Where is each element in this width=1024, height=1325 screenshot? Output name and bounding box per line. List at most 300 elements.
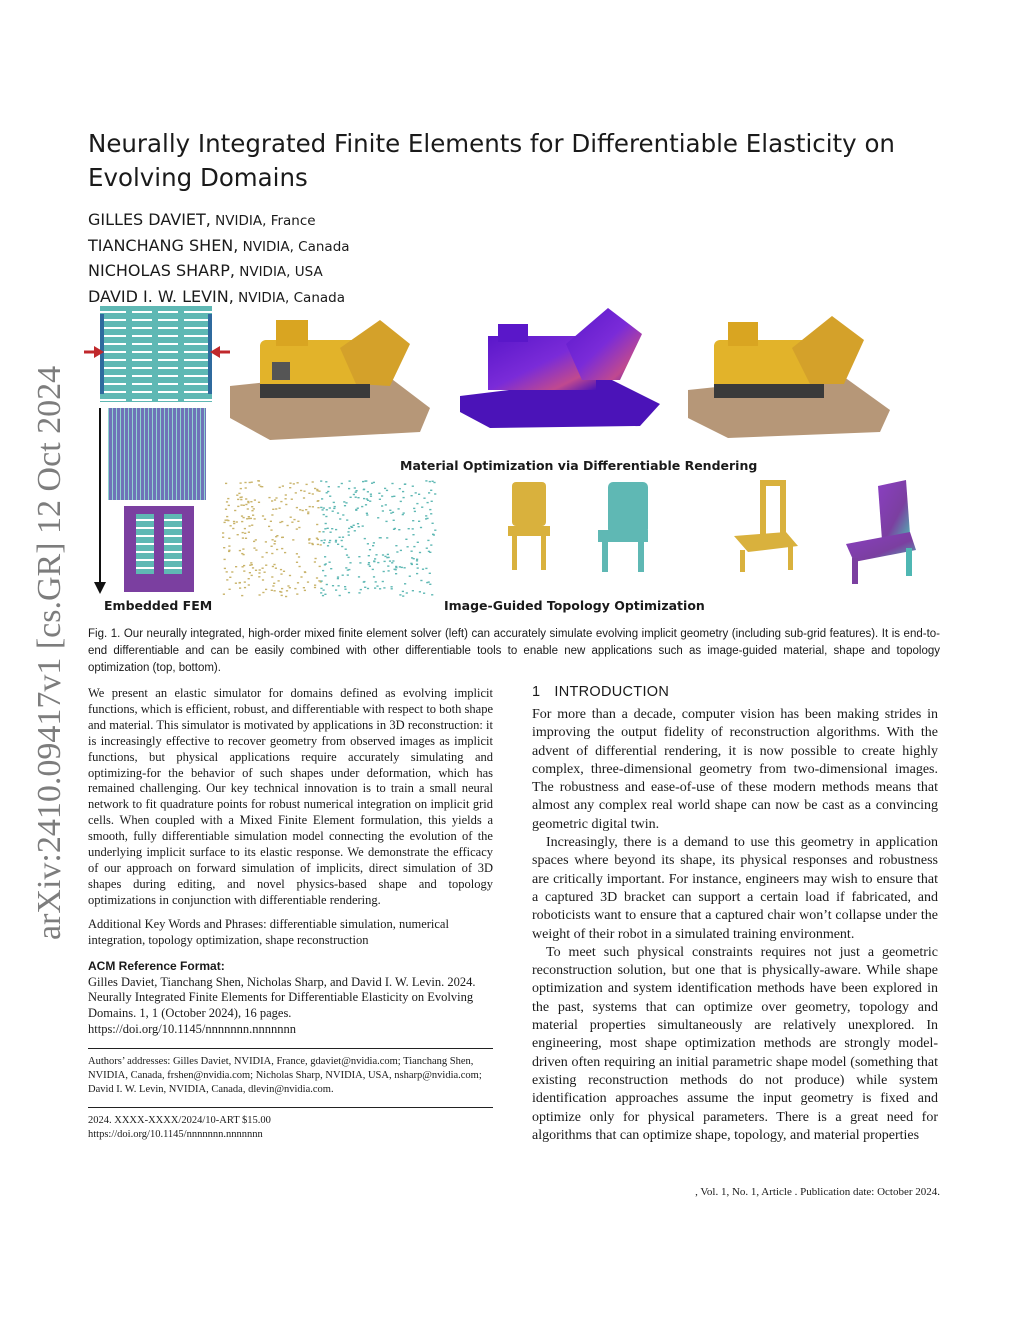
particle — [286, 590, 288, 591]
particle — [353, 494, 355, 495]
particle — [297, 521, 299, 522]
figure-caption: Fig. 1. Our neurally integrated, high-order mixed finite element solver (left) can accurately simulate evolving implicit geometry (including sub-grid features). It is end-to-end differentiable and can be easily combined with other differentiable tools to enable new applications such as image-guided material, shape and topology optimization (top, bottom). — [88, 628, 940, 674]
particle — [264, 519, 266, 520]
particle — [239, 582, 241, 583]
particle — [339, 595, 341, 596]
particle — [335, 540, 337, 541]
particle — [366, 498, 368, 499]
particle — [324, 539, 326, 540]
particle — [386, 557, 388, 558]
particle — [332, 585, 334, 586]
particle — [342, 537, 344, 538]
particle — [350, 497, 352, 498]
particle — [420, 527, 422, 528]
particle — [415, 492, 417, 493]
particle — [254, 499, 256, 500]
particle — [322, 570, 324, 571]
chair-optimized-purple — [846, 480, 916, 584]
particle — [228, 505, 230, 506]
particle — [366, 514, 368, 515]
page-footer: , Vol. 1, No. 1, Article . Publication date: October 2024. — [695, 1186, 940, 1198]
particle — [375, 554, 377, 555]
particle — [330, 568, 332, 569]
particle — [353, 525, 355, 526]
label-material-optimization: Material Optimization via Differentiable Rendering — [400, 458, 758, 473]
particle — [248, 584, 250, 585]
particle — [433, 482, 435, 483]
particle — [272, 539, 274, 540]
particle — [398, 508, 400, 509]
particle — [322, 531, 324, 532]
particle — [374, 587, 376, 588]
particle — [296, 593, 298, 594]
particle — [255, 539, 257, 540]
particle — [434, 530, 436, 531]
particle — [423, 498, 425, 499]
particle — [250, 501, 252, 502]
particle — [268, 526, 270, 527]
particle — [303, 587, 305, 588]
particle — [283, 571, 285, 572]
particle — [247, 501, 249, 502]
particle — [227, 498, 229, 499]
particle — [325, 516, 327, 517]
particle — [278, 580, 280, 581]
acm-reference-text: Gilles Daviet, Tianchang Shen, Nicholas Sharp, and David I. W. Levin. 2024. Neurally Integrated Finite Elements for Differentiable Elasticity on Evolving Domains. 1, 1 (October 2024), 16 pages. https://doi.org/10.1145/nnnnnnn.nnnnnnn — [88, 974, 476, 1037]
particle — [331, 528, 333, 529]
particle — [243, 505, 245, 506]
particle — [244, 533, 246, 534]
particle — [268, 497, 270, 498]
divider — [88, 1107, 493, 1108]
particle — [285, 596, 287, 597]
particle — [345, 549, 347, 550]
particle — [369, 549, 371, 550]
particle — [305, 509, 307, 510]
particle — [272, 566, 274, 567]
particle — [321, 540, 323, 541]
particle — [271, 546, 273, 547]
particle — [245, 498, 247, 499]
particle — [258, 484, 260, 485]
particle — [296, 507, 298, 508]
particle — [237, 506, 239, 507]
particle — [272, 585, 274, 586]
particle — [410, 563, 412, 564]
particle — [323, 589, 325, 590]
particle — [328, 486, 330, 487]
particle — [289, 483, 291, 484]
particle — [249, 572, 251, 573]
particle — [306, 484, 308, 485]
abstract: We present an elastic simulator for domains defined as evolving implicit functions, which is efficient, robust, and differentiable with respect to both shape and material. This simulator is motivated by applications in 3D reconstruction: it is increasingly effective to recover geometry from observed images as implicit functions, but physical applications require accurately simulating and optimizing-for the behavior of such shapes under deformation, which has remained challenging. Our key technical innovation is to train a small neural network to fit quadrature points for robust numerical integration on implicit grid cells. When coupled with a Mixed Finite Element formulation, this yields a smooth, fully differentiable simulation model connecting the evolution of the underlying implicit surface to its elastic response. We demonstrate the efficacy of our approach on forward simulation of implicits, direct simulation of 3D shapes during editing, and novel physics-based shape and topology optimizations in conjunction with differentiable rendering. — [88, 686, 493, 907]
particle — [388, 570, 390, 571]
particle — [382, 510, 384, 511]
author-addresses: Authors’ addresses: Gilles Daviet, NVIDIA, France, gdaviet@nvidia.com; Tianchang Shen, NVIDIA, Canada, frshen@nvidia.com; Nicholas Sharp, NVIDIA, USA, nsharp@nvidia.com; David I. W. Levin, NVIDIA, Canada, dlevin@nvidia.com. — [88, 1056, 482, 1096]
particle — [241, 521, 243, 522]
keywords: Additional Key Words and Phrases: differentiable simulation, numerical integration, topology optimization, shape reconstruction — [88, 916, 449, 947]
particle — [349, 562, 351, 563]
particle — [391, 483, 393, 484]
particle — [240, 497, 242, 498]
particle — [324, 575, 326, 576]
particle — [252, 515, 254, 516]
chair-topology-teal — [598, 482, 648, 572]
particle — [242, 566, 244, 567]
particle — [241, 515, 243, 516]
particle — [395, 573, 397, 574]
particle — [402, 491, 404, 492]
particle — [280, 501, 282, 502]
particle — [325, 481, 327, 482]
particle — [365, 504, 367, 505]
particle — [364, 480, 366, 481]
particle — [279, 508, 281, 509]
particle — [413, 546, 415, 547]
particle — [427, 502, 429, 503]
particle — [381, 495, 383, 496]
particle — [311, 543, 313, 544]
label-topology-optimization: Image-Guided Topology Optimization — [444, 598, 705, 613]
particle — [361, 506, 363, 507]
author-affiliation: NVIDIA, Canada — [233, 289, 345, 306]
particle — [320, 592, 322, 593]
author-name: GILLES DAVIET, — [88, 210, 211, 229]
particle — [235, 566, 237, 567]
particle — [342, 514, 344, 515]
particle — [355, 497, 357, 498]
particle — [258, 480, 260, 481]
particle — [426, 548, 428, 549]
particle — [398, 529, 400, 530]
particle — [373, 560, 375, 561]
particle — [235, 583, 237, 584]
particle — [321, 498, 323, 499]
particle — [386, 490, 388, 491]
bulldozer-original-render — [230, 320, 430, 440]
particle — [362, 481, 364, 482]
particle — [399, 566, 401, 567]
particle — [241, 553, 243, 554]
particle — [316, 577, 318, 578]
particle — [348, 557, 350, 558]
particle — [393, 529, 395, 530]
particle — [274, 590, 276, 591]
particle — [404, 583, 406, 584]
particle — [246, 518, 248, 519]
particle — [274, 541, 276, 542]
particle — [360, 589, 362, 590]
particle — [372, 545, 374, 546]
particle — [316, 524, 318, 525]
particle — [416, 559, 418, 560]
left-column — [88, 686, 493, 1142]
particle — [229, 589, 231, 590]
particle — [393, 520, 395, 521]
particle — [348, 534, 350, 535]
intro-paragraph: For more than a decade, computer vision has been making strides in improving the output fidelity of reconstruction algorithms. With the advent of differential rendering, it is now possible to create highly complex, three-dimensional geometry from two-dimensional images. The robustness and ease-of-use of these modern methods means that almost any complex real world shape can now be cast as a convincing geometric digital twin. — [532, 707, 938, 832]
particle — [298, 527, 300, 528]
particle — [251, 525, 253, 526]
particle — [240, 504, 242, 505]
particle — [425, 518, 427, 519]
particle — [400, 501, 402, 502]
particle — [392, 560, 394, 561]
particle — [275, 508, 277, 509]
particle — [228, 538, 230, 539]
particle — [251, 506, 253, 507]
particle — [312, 481, 314, 482]
particle — [287, 585, 289, 586]
particle — [298, 556, 300, 557]
particle — [317, 501, 319, 502]
particle — [239, 550, 241, 551]
particle — [395, 569, 397, 570]
particle — [345, 502, 347, 503]
particle — [229, 577, 231, 578]
particle — [279, 487, 281, 488]
particle — [417, 542, 419, 543]
particle — [223, 547, 225, 548]
particle — [407, 546, 409, 547]
particle — [265, 541, 267, 542]
particle — [293, 483, 295, 484]
section-heading-introduction — [532, 684, 938, 700]
particle — [314, 585, 316, 586]
particle — [296, 528, 298, 529]
particle — [273, 564, 275, 565]
particle — [431, 594, 433, 595]
particle — [236, 521, 238, 522]
particle — [312, 493, 314, 494]
particle — [262, 592, 264, 593]
particle — [322, 509, 324, 510]
copyright-line: 2024. XXXX-XXXX/2024/10-ART $15.00 — [88, 1115, 271, 1127]
particle — [368, 555, 370, 556]
particle — [323, 514, 325, 515]
particle — [430, 490, 432, 491]
particle — [250, 562, 252, 563]
particle — [243, 565, 245, 566]
particle — [337, 578, 339, 579]
particle — [223, 594, 225, 595]
particle — [325, 563, 327, 564]
particle — [366, 513, 368, 514]
particle — [307, 513, 309, 514]
particle — [429, 481, 431, 482]
section-title: INTRODUCTION — [554, 684, 670, 700]
particle — [296, 553, 298, 554]
particle — [259, 594, 261, 595]
particle — [316, 489, 318, 490]
particle — [391, 562, 393, 563]
particle — [249, 525, 251, 526]
particle — [271, 514, 273, 515]
particle — [412, 486, 414, 487]
particle — [354, 530, 356, 531]
particle — [434, 493, 436, 494]
particle — [270, 521, 272, 522]
particle — [248, 516, 250, 517]
particle — [329, 496, 331, 497]
particle — [412, 528, 414, 529]
particle — [355, 492, 357, 493]
particle — [296, 562, 298, 563]
particle — [338, 486, 340, 487]
particle — [329, 540, 331, 541]
particle — [285, 498, 287, 499]
author-line — [88, 259, 688, 285]
particle — [226, 516, 228, 517]
particle — [383, 587, 385, 588]
particle — [335, 541, 337, 542]
particle — [280, 591, 282, 592]
author-list — [88, 208, 688, 310]
particle — [241, 595, 243, 596]
particle — [240, 482, 242, 483]
particle — [282, 485, 284, 486]
particle — [233, 523, 235, 524]
particle — [409, 576, 411, 577]
particle — [302, 510, 304, 511]
particle — [271, 590, 273, 591]
particle — [379, 499, 381, 500]
particle — [380, 537, 382, 538]
particle — [383, 571, 385, 572]
particle — [382, 581, 384, 582]
particle — [384, 561, 386, 562]
particle — [253, 541, 255, 542]
particle — [251, 482, 253, 483]
particle — [346, 554, 348, 555]
particle — [328, 542, 330, 543]
particle — [297, 582, 299, 583]
particle — [403, 497, 405, 498]
particle — [320, 507, 322, 508]
particle — [393, 496, 395, 497]
particle — [348, 569, 350, 570]
particle — [226, 501, 228, 502]
author-affiliation: NVIDIA, Canada — [238, 238, 350, 255]
acm-reference-heading: ACM Reference Format: — [88, 958, 225, 973]
particle — [262, 568, 264, 569]
particle — [392, 512, 394, 513]
particle — [245, 538, 247, 539]
particle — [429, 584, 431, 585]
particle — [255, 570, 257, 571]
particle — [274, 499, 276, 500]
particle — [266, 552, 268, 553]
particle — [327, 528, 329, 529]
particle — [405, 539, 407, 540]
particle — [243, 517, 245, 518]
particle — [237, 499, 239, 500]
particle — [395, 545, 397, 546]
particle — [281, 521, 283, 522]
particle — [236, 495, 238, 496]
fem-column-rest — [100, 306, 212, 402]
particle — [251, 564, 253, 565]
particle — [416, 573, 418, 574]
particle — [321, 580, 323, 581]
author-name: DAVID I. W. LEVIN, — [88, 286, 234, 306]
particle — [387, 554, 389, 555]
particle — [258, 502, 260, 503]
particle — [314, 488, 316, 489]
particle — [317, 507, 319, 508]
particle — [362, 525, 364, 526]
particle — [379, 588, 381, 589]
particle — [364, 538, 366, 539]
bulldozer-optimized-render — [688, 316, 890, 438]
particle — [329, 507, 331, 508]
particle — [367, 543, 369, 544]
particle — [275, 497, 277, 498]
particle — [237, 534, 239, 535]
particle — [284, 552, 286, 553]
fem-column-lattice — [108, 408, 206, 500]
particle-cloud — [222, 480, 436, 597]
particle — [342, 575, 344, 576]
particle — [253, 547, 255, 548]
particle — [297, 482, 299, 483]
particle — [255, 549, 257, 550]
particle — [344, 505, 346, 506]
particle — [258, 576, 260, 577]
particle — [391, 496, 393, 497]
particle — [307, 581, 309, 582]
particle — [262, 579, 264, 580]
particle — [242, 537, 244, 538]
particle — [370, 496, 372, 497]
particle — [357, 508, 359, 509]
particle — [367, 500, 369, 501]
particle — [408, 528, 410, 529]
particle — [358, 592, 360, 593]
particle — [419, 591, 421, 592]
particle — [430, 513, 432, 514]
particle — [289, 575, 291, 576]
particle — [329, 562, 331, 563]
particle — [332, 511, 334, 512]
particle — [429, 552, 431, 553]
particle — [320, 588, 322, 589]
particle — [418, 521, 420, 522]
particle — [401, 567, 403, 568]
particle — [244, 581, 246, 582]
particle — [285, 504, 287, 505]
particle — [250, 518, 252, 519]
particle — [350, 526, 352, 527]
particle — [354, 487, 356, 488]
particle — [373, 542, 375, 543]
particle — [416, 503, 418, 504]
arxiv-stamp: arXiv:2410.09417v1 [cs.GR] 12 Oct 2024 — [31, 365, 68, 940]
particle — [258, 572, 260, 573]
particle — [339, 518, 341, 519]
particle — [384, 556, 386, 557]
right-column — [532, 684, 938, 1145]
particle — [341, 483, 343, 484]
particle — [417, 567, 419, 568]
doi-line: https://doi.org/10.1145/nnnnnnn.nnnnnnn — [88, 1129, 263, 1141]
particle — [273, 583, 275, 584]
particle — [344, 586, 346, 587]
particle — [224, 568, 226, 569]
author-name: NICHOLAS SHARP, — [88, 261, 235, 280]
particle — [322, 595, 324, 596]
particle — [324, 528, 326, 529]
